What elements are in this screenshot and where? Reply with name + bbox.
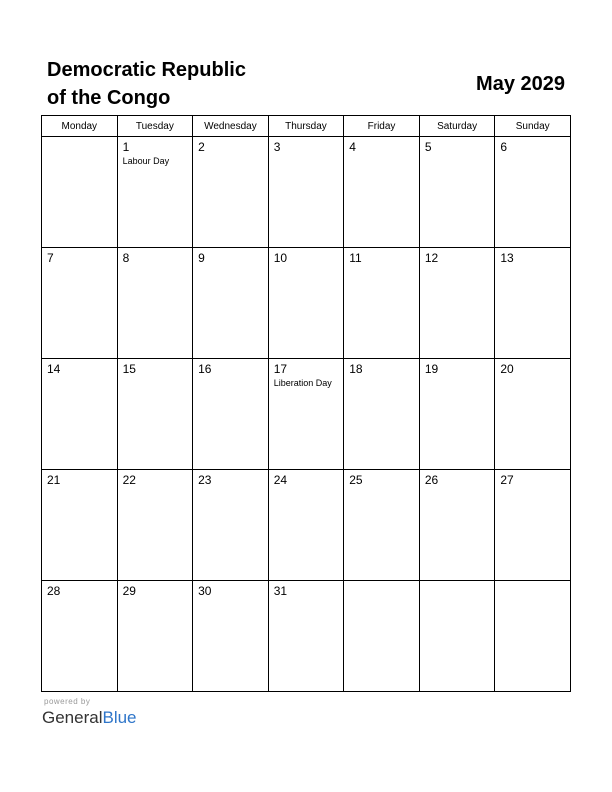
day-cell — [117, 248, 193, 359]
day-cell — [42, 359, 118, 470]
day-cell — [344, 248, 420, 359]
empty-day-cell — [495, 581, 571, 692]
day-cell — [419, 359, 495, 470]
powered-by-label: powered by — [44, 697, 91, 706]
day-cell — [117, 581, 193, 692]
day-number: 10 — [273, 251, 288, 265]
day-number: 4 — [349, 140, 356, 154]
day-cell — [117, 359, 193, 470]
page-title — [47, 56, 347, 112]
day-number: 11 — [349, 251, 362, 265]
day-cell — [344, 470, 420, 581]
weekday-header: Friday — [344, 116, 420, 137]
day-number: 13 — [500, 251, 514, 265]
day-cell — [193, 581, 269, 692]
day-cell — [495, 137, 571, 248]
calendar-week-row — [42, 470, 571, 581]
day-number: 21 — [47, 473, 61, 487]
day-number: 15 — [122, 362, 136, 376]
generalblue-logo — [42, 708, 137, 728]
weekday-header: Thursday — [268, 116, 344, 137]
weekday-header-row — [42, 116, 571, 137]
calendar-week-row — [42, 248, 571, 359]
day-number: 3 — [273, 140, 281, 154]
calendar-week-row — [42, 137, 571, 248]
day-cell — [419, 470, 495, 581]
day-cell — [268, 581, 344, 692]
empty-day-cell — [42, 137, 118, 248]
day-number: 17 — [273, 362, 288, 376]
day-cell — [117, 470, 193, 581]
day-cell — [193, 248, 269, 359]
day-number: 28 — [47, 584, 61, 598]
weekday-header: Tuesday — [117, 116, 193, 137]
month-year-title: May 2029 — [476, 73, 565, 95]
day-cell — [495, 248, 571, 359]
country-name-line1: Democratic Republic — [47, 59, 246, 81]
brand-blue-text: Blue — [102, 708, 137, 727]
day-number: 5 — [424, 140, 432, 154]
day-number: 16 — [198, 362, 212, 376]
day-cell — [419, 137, 495, 248]
empty-day-cell — [419, 581, 495, 692]
day-cell — [42, 248, 118, 359]
day-number: 12 — [424, 251, 439, 265]
calendar-week-row — [42, 581, 571, 692]
day-cell — [268, 137, 344, 248]
holiday-label: Labour Day — [122, 156, 170, 166]
day-number: 2 — [198, 140, 205, 154]
brand-general-text: General — [42, 708, 103, 727]
day-cell — [495, 359, 571, 470]
day-cell — [117, 137, 193, 248]
day-number: 31 — [273, 584, 288, 598]
holiday-label: Liberation Day — [273, 378, 332, 388]
day-cell — [344, 359, 420, 470]
day-number: 6 — [500, 140, 508, 154]
day-cell — [193, 137, 269, 248]
day-cell — [495, 470, 571, 581]
day-number: 9 — [198, 251, 205, 265]
country-name-line2: of the Congo — [47, 87, 171, 109]
weekday-header: Monday — [42, 116, 118, 137]
day-number: 7 — [47, 251, 54, 265]
calendar-week-row — [42, 359, 571, 470]
day-cell — [344, 137, 420, 248]
day-cell — [268, 359, 344, 470]
weekday-header: Saturday — [419, 116, 495, 137]
day-number: 23 — [198, 473, 212, 487]
calendar-grid — [41, 115, 571, 692]
day-number: 24 — [273, 473, 288, 487]
day-cell — [193, 359, 269, 470]
day-number: 27 — [500, 473, 514, 487]
day-cell — [193, 470, 269, 581]
day-number: 18 — [349, 362, 363, 376]
day-number: 14 — [47, 362, 61, 376]
weekday-header: Sunday — [495, 116, 571, 137]
day-cell — [268, 248, 344, 359]
day-cell — [419, 248, 495, 359]
day-number: 19 — [424, 362, 439, 376]
day-number: 29 — [122, 584, 136, 598]
day-number: 22 — [122, 473, 136, 487]
day-cell — [42, 581, 118, 692]
day-number: 30 — [198, 584, 212, 598]
day-number: 26 — [424, 473, 439, 487]
day-cell — [42, 470, 118, 581]
day-number: 1 — [122, 140, 130, 154]
weekday-header: Wednesday — [193, 116, 269, 137]
day-number: 20 — [500, 362, 514, 376]
day-number: 8 — [122, 251, 130, 265]
brand-footer — [42, 697, 137, 728]
day-cell — [268, 470, 344, 581]
empty-day-cell — [344, 581, 420, 692]
day-number: 25 — [349, 473, 363, 487]
